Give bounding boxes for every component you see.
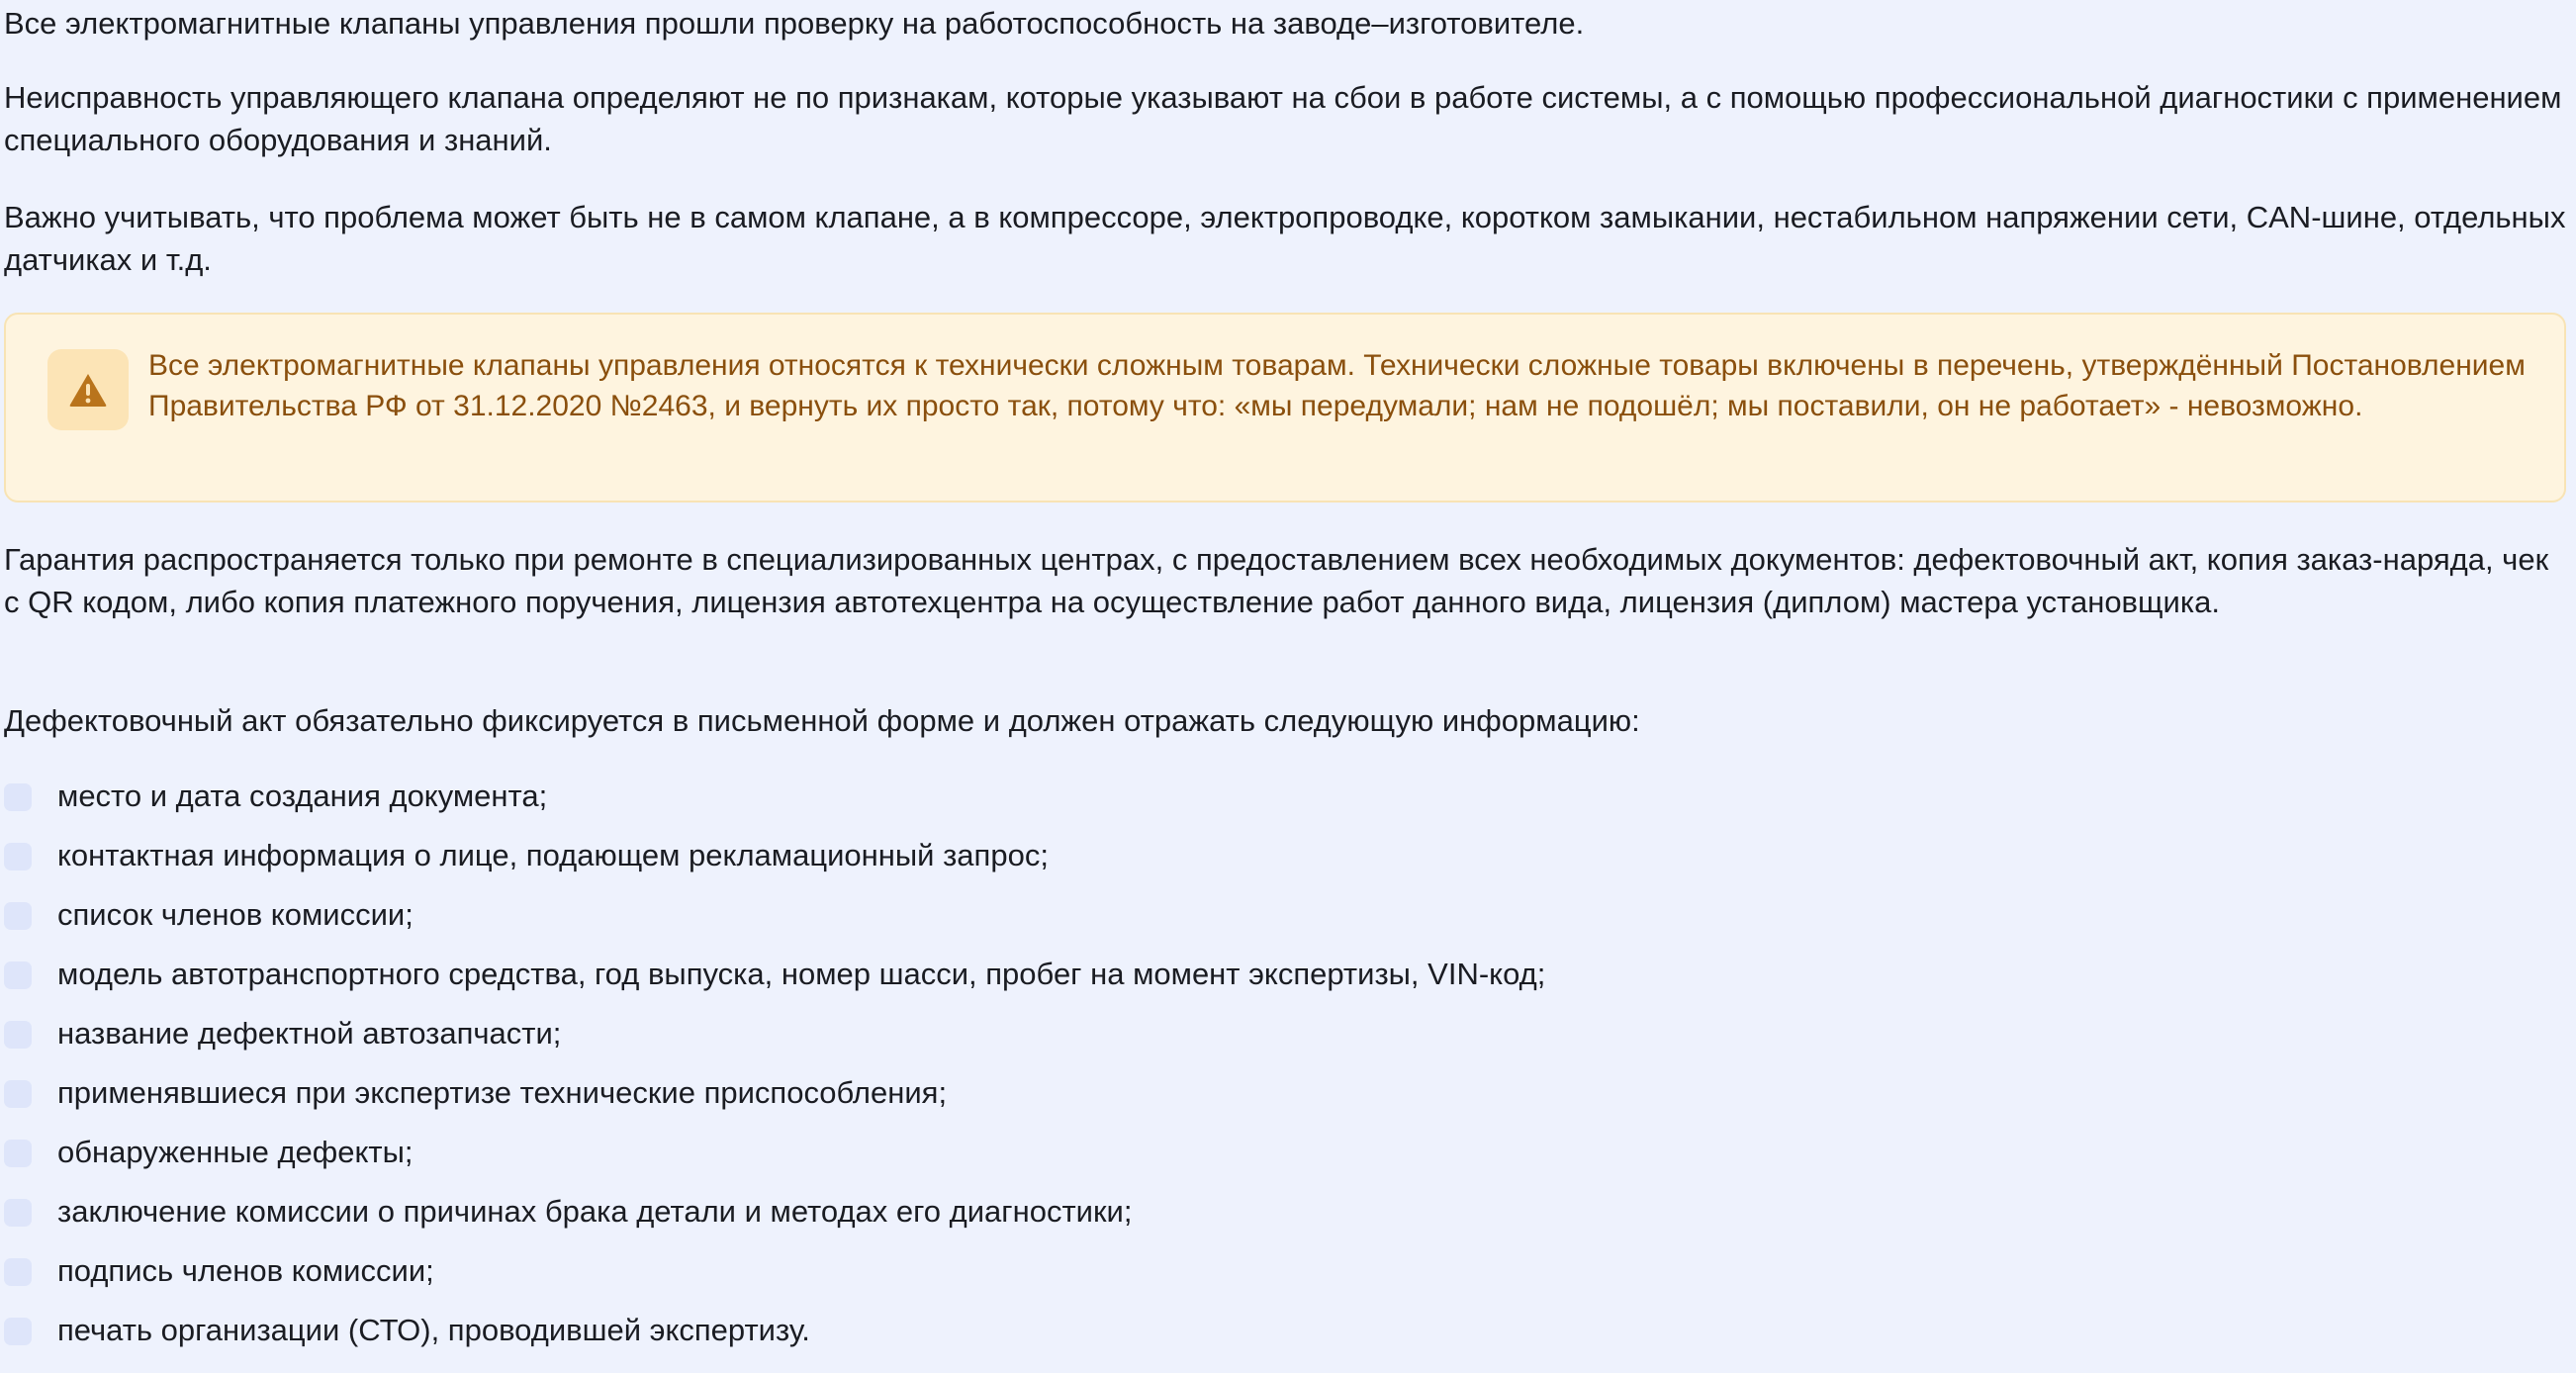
bullet-icon [4,1318,32,1345]
bullet-icon [4,902,32,930]
list-item: место и дата создания документа; [4,775,1545,834]
defect-act-list [4,775,1545,1368]
bullet-icon [4,1199,32,1227]
bullet-icon [4,783,32,811]
list-item: модель автотранспортного средства, год выпуска, номер шасси, пробег на момент экспертизы, VIN-код; [4,953,1545,1012]
list-item: название дефектной автозапчасти; [4,1012,1545,1071]
paragraph-diagnostics: Неисправность управляющего клапана определяют не по признакам, которые указывают на сбои в работе системы, а с помощью профессиональной диагностики с применением специального оборудования и знаний. [4,80,2562,157]
list-item: обнаруженные дефекты; [4,1131,1545,1190]
warning-notice-text: Все электромагнитные клапаны управления относятся к технически сложным товарам. Технически сложные товары включены в перечень, утверждённый Постановлением Правительства РФ от 31.12.2020 №2463, и вернуть их просто так, потому что: «мы передумали; нам не подошёл; мы поставили, он не работает» - невозможно. [148,349,2526,422]
bullet-icon [4,1140,32,1167]
list-item: список членов комиссии; [4,893,1545,953]
paragraph-defect-act: Дефектовочный акт обязательно фиксируется в письменной форме и должен отражать следующую информацию: [4,703,1640,738]
paragraph-warranty: Гарантия распространяется только при ремонте в специализированных центрах, с предоставлением всех необходимых документов: дефектовочный акт, копия заказ-наряда, чек с QR кодом, либо копия платежного поручения, лицензия автотехцентра на осуществление работ данного вида, лицензия (диплом) мастера установщика. [4,542,2549,619]
bullet-icon [4,843,32,870]
list-item: применявшиеся при экспертизе технические приспособления; [4,1071,1545,1131]
paragraph-factory-check: Все электромагнитные клапаны управления прошли проверку на работоспособность на заводе–изготовителе. [4,6,1585,41]
warning-icon [68,372,108,408]
list-item: контактная информация о лице, подающем рекламационный запрос; [4,834,1545,893]
warning-icon-box [47,349,129,430]
bullet-icon [4,1021,32,1049]
bullet-icon [4,1080,32,1108]
list-item: печать организации (СТО), проводившей экспертизу. [4,1309,1545,1368]
list-item: подпись членов комиссии; [4,1249,1545,1309]
bullet-icon [4,961,32,989]
warning-notice [4,313,2566,503]
bullet-icon [4,1258,32,1286]
paragraph-other-causes: Важно учитывать, что проблема может быть не в самом клапане, а в компрессоре, электропроводке, коротком замыкании, нестабильном напряжении сети, CAN-шине, отдельных датчиках и т.д. [4,200,2566,277]
list-item: заключение комиссии о причинах брака детали и методах его диагностики; [4,1190,1545,1249]
